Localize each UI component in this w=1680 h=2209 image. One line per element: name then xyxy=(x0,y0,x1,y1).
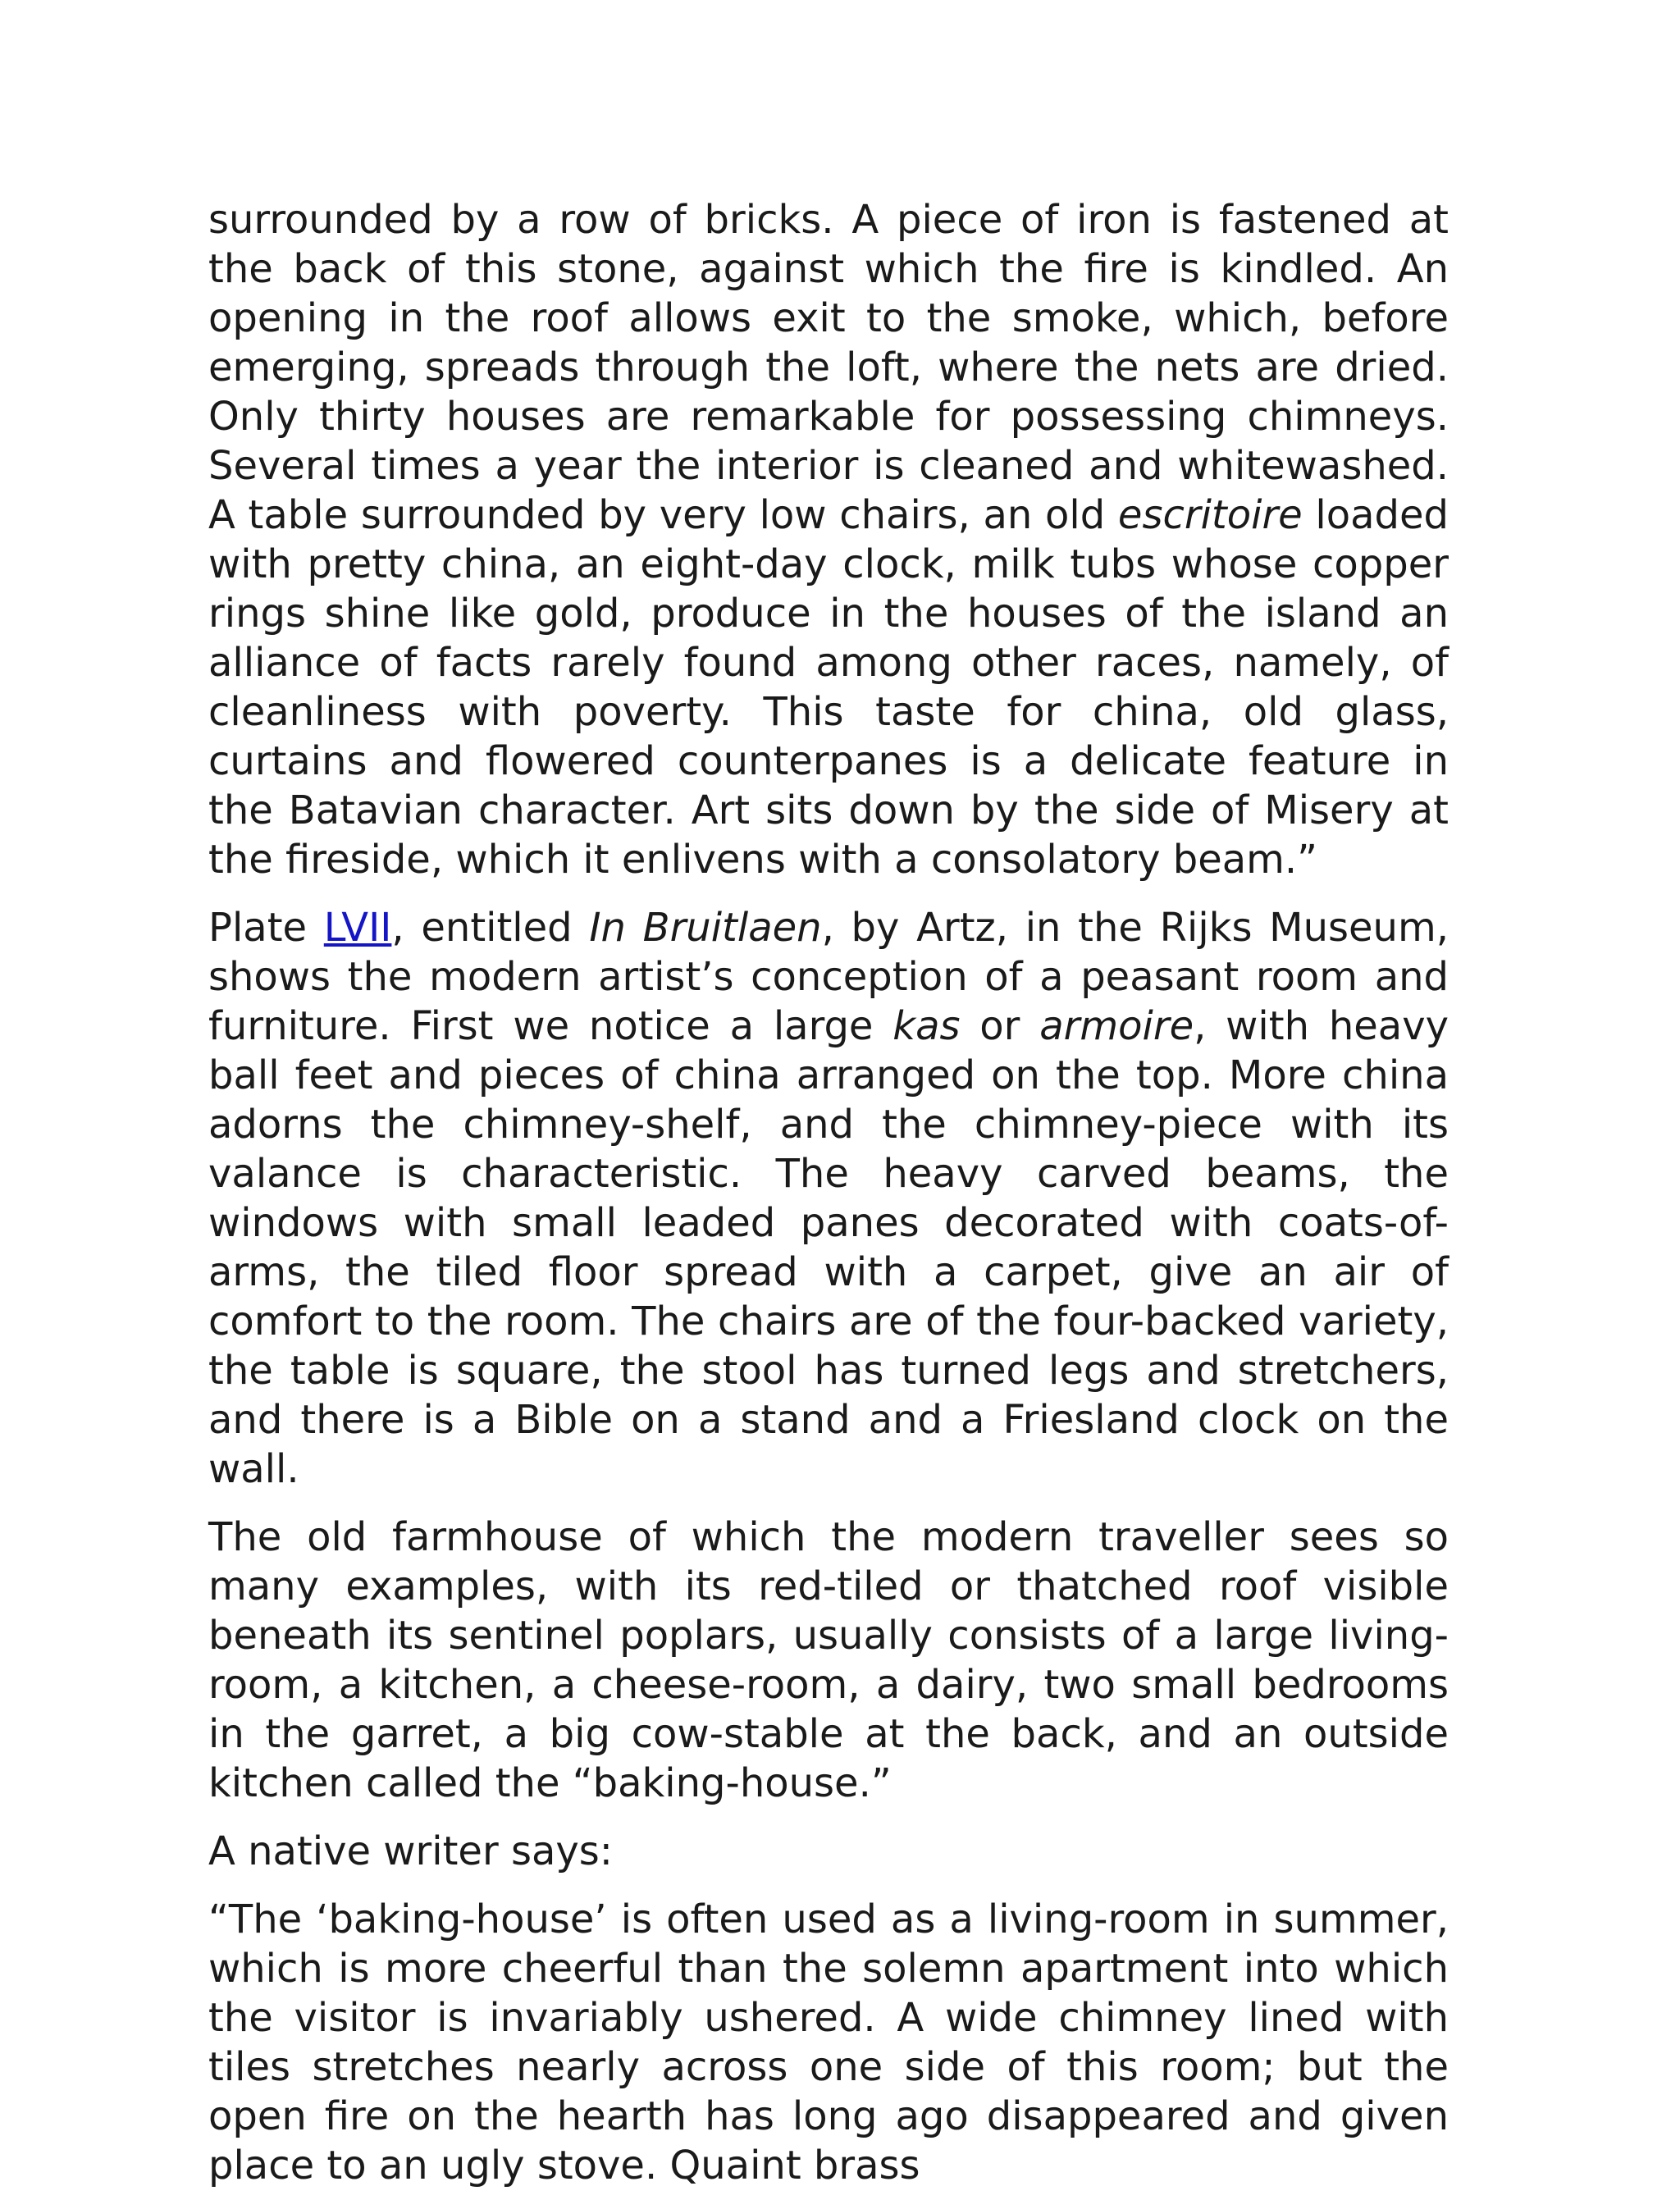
paragraph-3 xyxy=(208,1513,1449,1808)
paragraph-4-text: A native writer says: xyxy=(208,1828,613,1874)
paragraph-2-text-2: , entitled xyxy=(391,905,590,951)
paragraph-1-text-1: surrounded by a row of bricks. A piece of iron is fastened at the back of this stone, against which the fire is kindled. An opening in the roof allows exit to the smoke, which, before emerging, spreads through the loft, where the nets are dried. Only thirty houses are remarkable for possessing chimneys. Several times a year the interior is cleaned and whitewashed. A table surrounded by very low chairs, an old xyxy=(208,197,1449,538)
page-text xyxy=(208,195,1449,2209)
paragraph-5 xyxy=(208,1895,1449,2190)
paragraph-2-text-3: , by Artz, in the Rijks Museum, shows the modern artist’s conception of a peasant room and furniture. First we notice a large xyxy=(208,905,1449,1049)
paragraph-1-italic-escritoire: escritoire xyxy=(1117,492,1303,538)
paragraph-5-text: “The ‘baking-house’ is often used as a living-room in summer, which is more cheerful than the solemn apartment into which the visitor is invariably ushered. A wide chimney lined with tiles stretches nearly across one side of this room; but the open fire on the hearth has long ago disappeared and given place to an ugly stove. Quaint brass xyxy=(208,1896,1449,2188)
paragraph-2-text-4: or xyxy=(960,1003,1040,1049)
paragraph-1-text-2: loaded with pretty china, an eight-day clock, milk tubs whose copper rings shine like gold, produce in the houses of the island an alliance of facts rarely found among other races, namely, of cleanliness with poverty. This taste for china, old glass, curtains and flowered counterpanes is a delicate feature in the Batavian character. Art sits down by the side of Misery at the fireside, which it enlivens with a consolatory beam.” xyxy=(208,492,1449,883)
paragraph-2-text-1: Plate xyxy=(208,905,324,951)
paragraph-3-text: The old farmhouse of which the modern traveller sees so many examples, with its red-tiled or thatched roof visible beneath its sentinel poplars, usually consists of a large living-room, a kitchen, a cheese-room, a dairy, two small bedrooms in the garret, a big cow-stable at the back, and an outside kitchen called the “baking-house.” xyxy=(208,1514,1449,1806)
paragraph-2-italic-title: In Bruitlaen xyxy=(589,905,822,951)
paragraph-2-italic-armoire: armoire xyxy=(1039,1003,1194,1049)
paragraph-1 xyxy=(208,195,1449,884)
paragraph-2-text-5: , with heavy ball feet and pieces of china arranged on the top. More china adorns the chimney-shelf, and the chimney-piece with its valance is characteristic. The heavy carved beams, the windows with small leaded panes decorated with coats-of-arms, the tiled floor spread with a carpet, give an air of comfort to the room. The chairs are of the four-backed variety, the table is square, the stool has turned legs and stretchers, and there is a Bible on a stand and a Friesland clock on the wall. xyxy=(208,1003,1449,1492)
paragraph-2 xyxy=(208,903,1449,1494)
plate-lvii-link[interactable]: LVII xyxy=(323,905,392,951)
paragraph-4 xyxy=(208,1827,1449,1876)
paragraph-2-italic-kas: kas xyxy=(892,1003,961,1049)
